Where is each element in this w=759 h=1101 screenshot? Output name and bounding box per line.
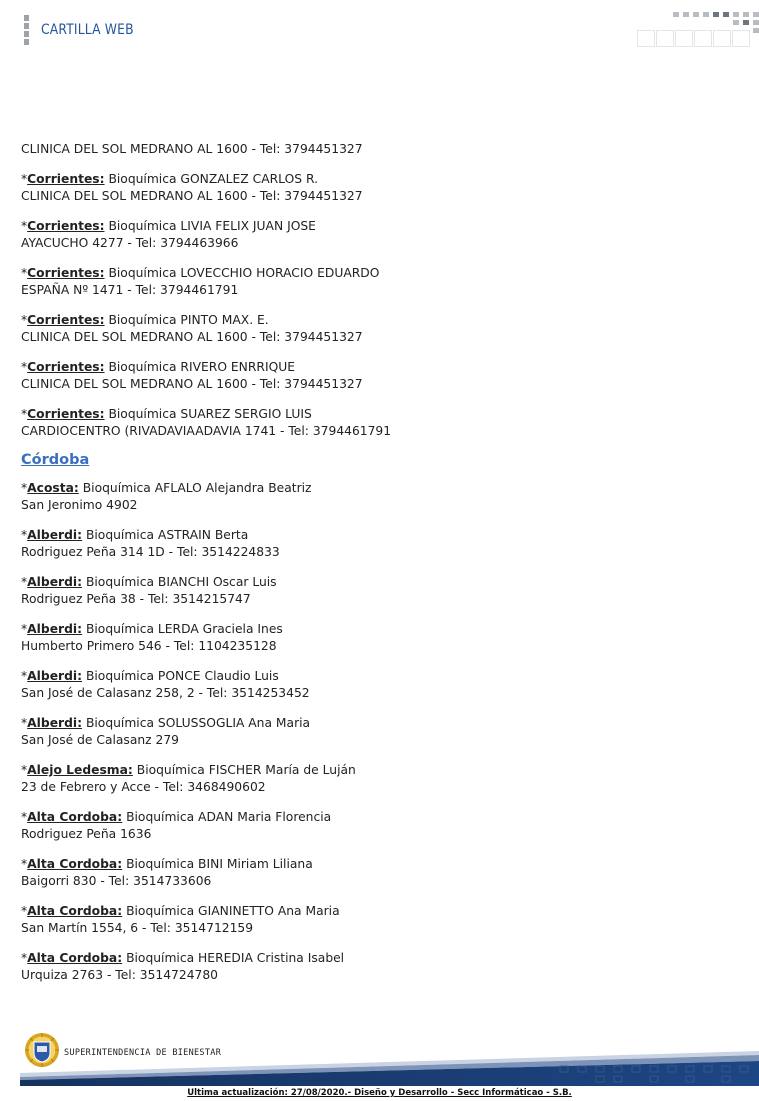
directory-entry xyxy=(21,406,721,440)
page-title: CARTILLA WEB xyxy=(41,22,134,38)
entry-address: Rodriguez Peña 38 - Tel: 3514215747 xyxy=(21,592,251,606)
directory-entry xyxy=(21,715,721,749)
directory-entry xyxy=(21,762,721,796)
directory-entry xyxy=(21,621,721,655)
entry-location-link[interactable]: Alta Cordoba: xyxy=(27,904,123,918)
entry-heading xyxy=(21,903,721,920)
entry-heading xyxy=(21,312,721,329)
entry-bullet: * xyxy=(21,266,28,280)
entry-provider-name: Bioquímica HEREDIA Cristina Isabel xyxy=(122,951,345,965)
corrientes-list xyxy=(21,141,721,440)
entry-bullet: * xyxy=(21,360,28,374)
entry-location-link[interactable]: Corrientes: xyxy=(27,266,105,280)
entry-location-link[interactable]: Corrientes: xyxy=(27,407,105,421)
entry-location-link[interactable]: Alta Cordoba: xyxy=(27,951,123,965)
entry-heading xyxy=(21,809,721,826)
entry-provider-name: Bioquímica FISCHER María de Luján xyxy=(132,763,356,777)
entry-address: CLINICA DEL SOL MEDRANO AL 1600 - Tel: 3794451327 xyxy=(21,330,363,344)
entry-bullet: * xyxy=(21,810,28,824)
entry-location-link[interactable]: Acosta: xyxy=(27,481,79,495)
entry-provider-name: Bioquímica BINI Miriam Liliana xyxy=(122,857,313,871)
entry-bullet: * xyxy=(21,904,28,918)
entry-address: San José de Calasanz 258, 2 - Tel: 3514253452 xyxy=(21,686,310,700)
entry-location-link[interactable]: Alberdi: xyxy=(27,622,83,636)
entry-bullet: * xyxy=(21,622,28,636)
entry-location-link[interactable]: Alberdi: xyxy=(27,528,83,542)
directory-listing xyxy=(21,141,721,997)
cordoba-list xyxy=(21,480,721,984)
directory-entry xyxy=(21,809,721,843)
directory-entry xyxy=(21,527,721,561)
entry-address: Rodriguez Peña 314 1D - Tel: 3514224833 xyxy=(21,545,280,559)
entry-heading xyxy=(21,668,721,685)
entry-location-link[interactable]: Corrientes: xyxy=(27,360,105,374)
organization-emblem-icon xyxy=(24,1032,60,1068)
entry-heading xyxy=(21,406,721,423)
section-title-cordoba[interactable]: Córdoba xyxy=(21,452,90,468)
entry-bullet: * xyxy=(21,763,28,777)
entry-location-link[interactable]: Alberdi: xyxy=(27,716,83,730)
entry-bullet: * xyxy=(21,857,28,871)
directory-entry xyxy=(21,312,721,346)
entry-address: Humberto Primero 546 - Tel: 1104235128 xyxy=(21,639,277,653)
entry-address: Rodriguez Peña 1636 xyxy=(21,827,152,841)
directory-entry xyxy=(21,171,721,205)
entry-bullet: * xyxy=(21,407,28,421)
entry-address: CLINICA DEL SOL MEDRANO AL 1600 - Tel: 3794451327 xyxy=(21,377,363,391)
entry-bullet: * xyxy=(21,528,28,542)
directory-entry xyxy=(21,141,721,158)
entry-bullet: * xyxy=(21,313,28,327)
directory-entry xyxy=(21,856,721,890)
entry-bullet: * xyxy=(21,575,28,589)
directory-entry xyxy=(21,668,721,702)
directory-entry xyxy=(21,950,721,984)
entry-provider-name: Bioquímica GONZALEZ CARLOS R. xyxy=(104,172,318,186)
entry-provider-name: Bioquímica RIVERO ENRRIQUE xyxy=(104,360,296,374)
entry-location-link[interactable]: Alberdi: xyxy=(27,575,83,589)
entry-heading xyxy=(21,265,721,282)
directory-entry xyxy=(21,218,721,252)
entry-provider-name: Bioquímica LOVECCHIO HORACIO EDUARDO xyxy=(104,266,380,280)
directory-entry xyxy=(21,574,721,608)
entry-location-link[interactable]: Alta Cordoba: xyxy=(27,810,123,824)
entry-provider-name: Bioquímica BIANCHI Oscar Luis xyxy=(82,575,277,589)
entry-heading xyxy=(21,527,721,544)
entry-address: San Jeronimo 4902 xyxy=(21,498,138,512)
entry-address: San José de Calasanz 279 xyxy=(21,733,179,747)
entry-heading xyxy=(21,480,721,497)
directory-entry xyxy=(21,265,721,299)
entry-provider-name: Bioquímica ADAN Maria Florencia xyxy=(122,810,332,824)
entry-heading xyxy=(21,574,721,591)
entry-provider-name: Bioquímica LERDA Graciela Ines xyxy=(82,622,283,636)
directory-entry xyxy=(21,359,721,393)
entry-bullet: * xyxy=(21,481,28,495)
entry-provider-name: Bioquímica AFLALO Alejandra Beatriz xyxy=(78,481,312,495)
entry-bullet: * xyxy=(21,219,28,233)
entry-heading xyxy=(21,856,721,873)
entry-location-link[interactable]: Alberdi: xyxy=(27,669,83,683)
entry-heading xyxy=(21,621,721,638)
entry-heading xyxy=(21,950,721,967)
entry-bullet: * xyxy=(21,172,28,186)
entry-address: ESPAÑA Nº 1471 - Tel: 3794461791 xyxy=(21,283,239,297)
entry-heading xyxy=(21,715,721,732)
header-decoration xyxy=(637,12,759,48)
entry-provider-name: Bioquímica PINTO MAX. E. xyxy=(104,313,269,327)
entry-heading xyxy=(21,171,721,188)
entry-location-link[interactable]: Corrientes: xyxy=(27,313,105,327)
entry-bullet: * xyxy=(21,669,28,683)
header-accent-bar xyxy=(24,15,29,47)
footer-update-note: Ultima actualización: 27/08/2020.- Diseño y Desarrollo - Secc Informáticao - S.B. xyxy=(187,1088,572,1098)
directory-entry xyxy=(21,903,721,937)
entry-address: 23 de Febrero y Acce - Tel: 3468490602 xyxy=(21,780,266,794)
entry-provider-name: Bioquímica ASTRAIN Berta xyxy=(82,528,249,542)
entry-heading xyxy=(21,218,721,235)
entry-heading xyxy=(21,762,721,779)
entry-address: San Martín 1554, 6 - Tel: 3514712159 xyxy=(21,921,254,935)
entry-address: CLINICA DEL SOL MEDRANO AL 1600 - Tel: 3794451327 xyxy=(21,189,363,203)
entry-heading xyxy=(21,359,721,376)
entry-location-link[interactable]: Corrientes: xyxy=(27,172,105,186)
entry-location-link[interactable]: Corrientes: xyxy=(27,219,105,233)
entry-provider-name: Bioquímica SOLUSSOGLIA Ana Maria xyxy=(82,716,311,730)
entry-bullet: * xyxy=(21,716,28,730)
entry-address: AYACUCHO 4277 - Tel: 3794463966 xyxy=(21,236,239,250)
entry-address: Urquiza 2763 - Tel: 3514724780 xyxy=(21,968,218,982)
entry-location-link[interactable]: Alejo Ledesma: xyxy=(27,763,133,777)
entry-address: CARDIOCENTRO (RIVADAVIAADAVIA 1741 - Tel: 3794461791 xyxy=(21,424,392,438)
entry-provider-name: Bioquímica PONCE Claudio Luis xyxy=(82,669,279,683)
footer-organization-name: SUPERINTENDENCIA DE BIENESTAR xyxy=(64,1048,222,1058)
entry-address: CLINICA DEL SOL MEDRANO AL 1600 - Tel: 3794451327 xyxy=(21,142,363,156)
entry-provider-name: Bioquímica GIANINETTO Ana Maria xyxy=(122,904,340,918)
entry-provider-name: Bioquímica LIVIA FELIX JUAN JOSE xyxy=(104,219,316,233)
entry-bullet: * xyxy=(21,951,28,965)
entry-address: Baigorri 830 - Tel: 3514733606 xyxy=(21,874,212,888)
entry-location-link[interactable]: Alta Cordoba: xyxy=(27,857,123,871)
entry-provider-name: Bioquímica SUAREZ SERGIO LUIS xyxy=(104,407,312,421)
directory-entry xyxy=(21,480,721,514)
